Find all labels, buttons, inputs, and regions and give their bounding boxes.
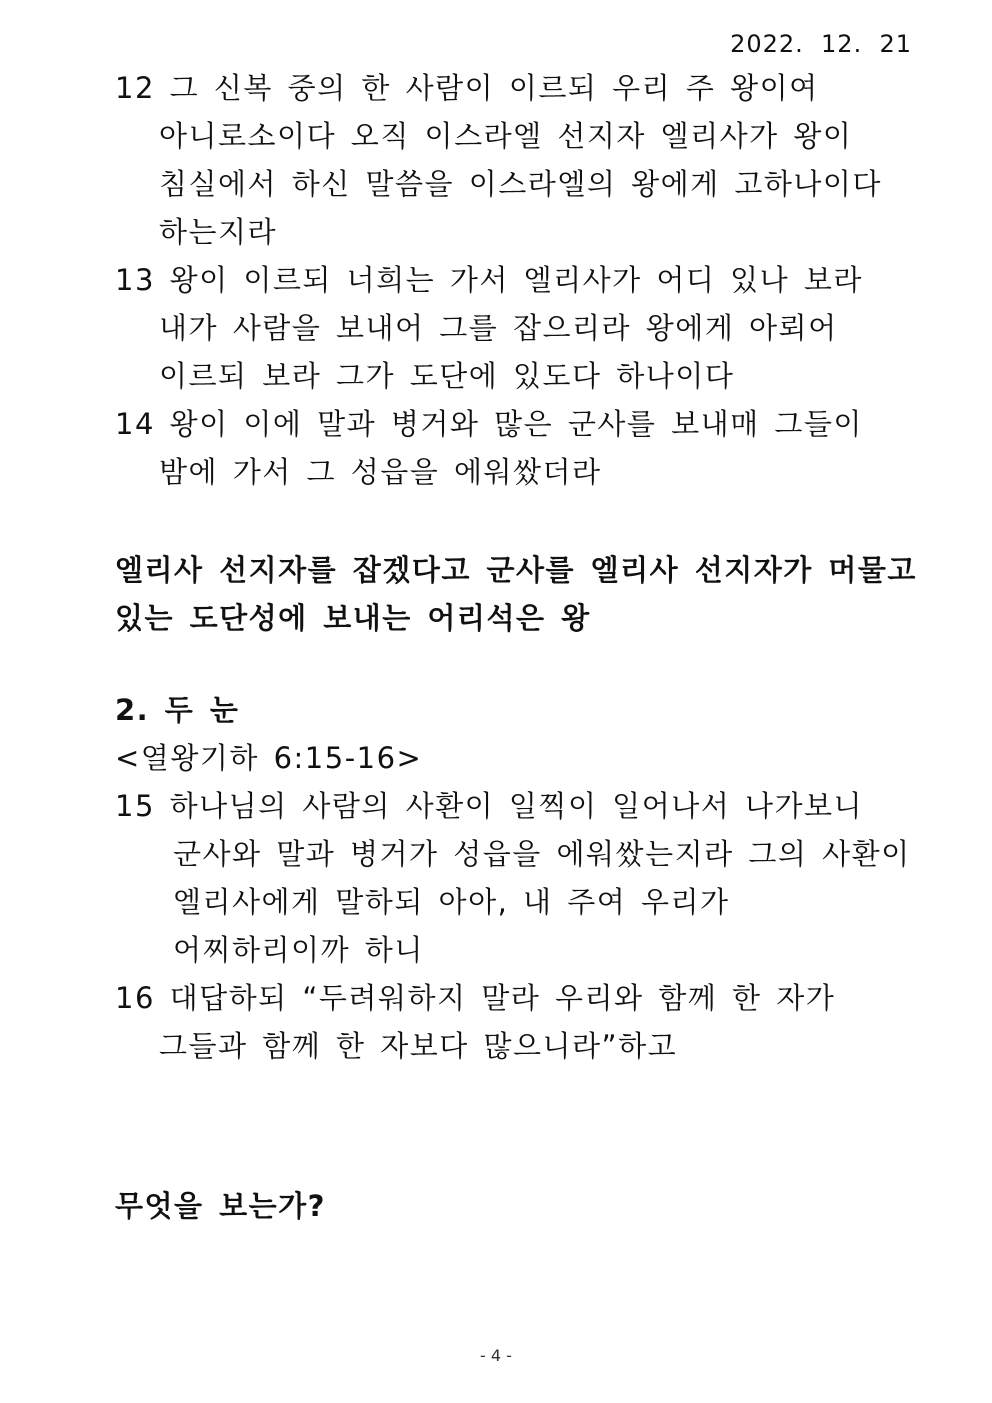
section-heading: 2. 두 눈 <box>115 693 240 727</box>
verse-16-line-2: 그들과 함께 한 자보다 많으니라”하고 <box>159 1029 678 1063</box>
scripture-passage-1 <box>115 64 915 496</box>
verse-13-line-3: 이르되 보라 그가 도단에 있도다 하나이다 <box>159 359 735 393</box>
scripture-reference: <열왕기하 6:15-16> <box>115 741 423 775</box>
verse-15-line-1: 15 하나님의 사람의 사환이 일찍이 일어나서 나가보니 <box>115 789 864 823</box>
verse-12-line-1: 12 그 신복 중의 한 사람이 이르되 우리 주 왕이여 <box>115 71 819 105</box>
verse-14-line-2: 밤에 가서 그 성읍을 에워쌌더라 <box>159 455 602 489</box>
spacer <box>115 642 915 686</box>
date-header: 2022. 12. 21 <box>730 30 912 58</box>
verse-12-line-2: 아니로소이다 오직 이스라엘 선지자 엘리사가 왕이 <box>159 119 853 153</box>
spacer <box>115 496 915 546</box>
verse-15-line-3: 엘리사에게 말하되 아아, 내 주여 우리가 <box>173 885 730 919</box>
spacer <box>115 1070 915 1182</box>
verse-13-line-2: 내가 사람을 보내어 그를 잡으리라 왕에게 아뢰어 <box>159 311 838 345</box>
page-number: - 4 - <box>480 1346 512 1365</box>
verse-14-line-1: 14 왕이 이에 말과 병거와 많은 군사를 보내매 그들이 <box>115 407 863 441</box>
verse-12-line-4: 하는지라 <box>159 215 278 249</box>
document-body <box>115 64 915 1230</box>
commentary-1 <box>115 546 915 642</box>
verse-16-line-1: 16 대답하되 “두려워하지 말라 우리와 함께 한 자가 <box>115 981 836 1015</box>
closing-question: 무엇을 보는가? <box>115 1189 327 1223</box>
scripture-passage-2 <box>115 782 915 1070</box>
verse-15-line-4: 어찌하리이까 하니 <box>173 933 424 967</box>
commentary-line-1: 엘리사 선지자를 잡겠다고 군사를 엘리사 선지자가 머물고 <box>115 553 917 587</box>
verse-13-line-1: 13 왕이 이르되 너희는 가서 엘리사가 어디 있나 보라 <box>115 263 863 297</box>
verse-12-line-3: 침실에서 하신 말씀을 이스라엘의 왕에게 고하나이다 <box>159 167 882 201</box>
verse-15-line-2: 군사와 말과 병거가 성읍을 에워쌌는지라 그의 사환이 <box>173 837 911 871</box>
commentary-line-2: 있는 도단성에 보내는 어리석은 왕 <box>115 601 591 635</box>
